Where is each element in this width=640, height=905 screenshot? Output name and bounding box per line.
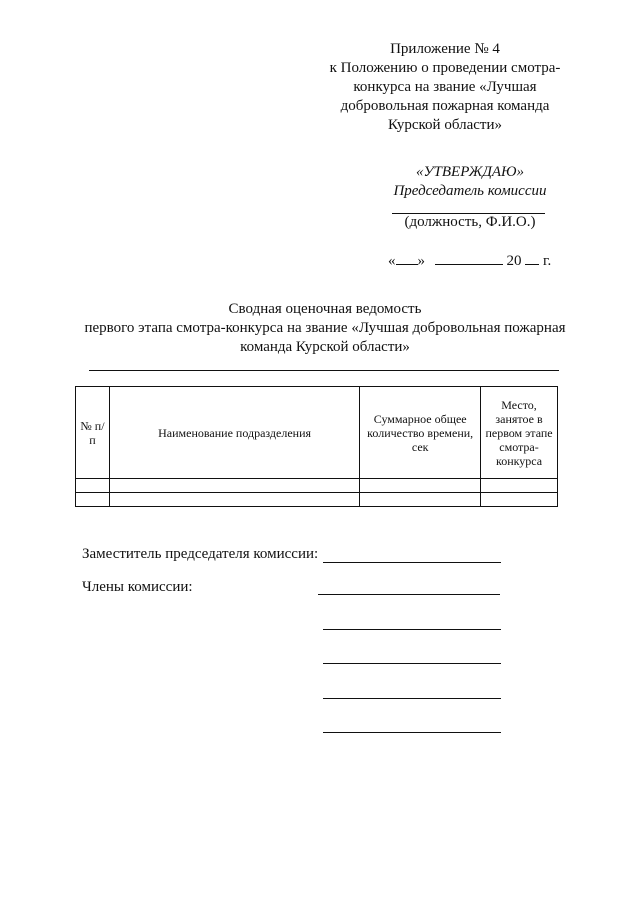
header-number: № п/п: [76, 387, 110, 479]
header-total-time: Суммарное общее количество времени, сек: [360, 387, 481, 479]
member-signature-line: [323, 698, 501, 699]
date-quote-open: «: [388, 253, 396, 269]
approve-label: «УТВЕРЖДАЮ»: [415, 164, 525, 180]
table-cell: [360, 479, 481, 493]
date-quote-close: »: [417, 253, 425, 269]
table-header-row: [76, 387, 558, 479]
appendix-line: конкурса на звание «Лучшая: [353, 79, 537, 95]
member-signature-line: [323, 663, 501, 664]
member-signature-line: [323, 629, 501, 630]
table-cell: [109, 479, 359, 493]
table-cell: [360, 493, 481, 507]
title-underline: [89, 370, 559, 371]
member-signature-line: [318, 594, 500, 595]
table-cell: [76, 479, 110, 493]
table-row: [76, 493, 558, 507]
position-note: (должность, Ф.И.О.): [404, 214, 536, 230]
day-blank: [396, 250, 418, 265]
appendix-line: к Положению о проведении смотра-: [329, 60, 561, 76]
approval-block: [370, 163, 570, 201]
summary-table: [75, 386, 558, 507]
header-unit-name: Наименование подразделения: [109, 387, 359, 479]
year-suffix: г.: [543, 253, 552, 269]
table-row: [76, 479, 558, 493]
table-cell: [109, 493, 359, 507]
appendix-line: добровольная пожарная команда: [340, 98, 550, 114]
table-cell: [481, 479, 558, 493]
deputy-signature-line: [323, 562, 501, 563]
appendix-header: [300, 40, 590, 135]
appendix-line: Курской области»: [388, 117, 502, 133]
member-signature-line: [323, 732, 501, 733]
title-line: первого этапа смотра-конкурса на звание «Лучшая добровольная пожарная: [84, 320, 566, 336]
title-line: Сводная оценочная ведомость: [228, 301, 422, 317]
members-label: Члены комиссии:: [82, 579, 193, 595]
year-prefix: 20: [506, 253, 522, 269]
header-place: Место, занятое в первом этапе смотра-конкурса: [481, 387, 558, 479]
month-blank: [435, 250, 503, 265]
deputy-chairman-label: Заместитель председателя комиссии:: [82, 546, 319, 562]
table-cell: [76, 493, 110, 507]
document-title: [60, 300, 590, 357]
year-blank: [525, 250, 539, 265]
approval-date-line: [388, 250, 551, 270]
chairman-label: Председатель комиссии: [393, 183, 547, 199]
appendix-line: Приложение № 4: [390, 41, 500, 57]
title-line: команда Курской области»: [240, 339, 410, 355]
table-cell: [481, 493, 558, 507]
